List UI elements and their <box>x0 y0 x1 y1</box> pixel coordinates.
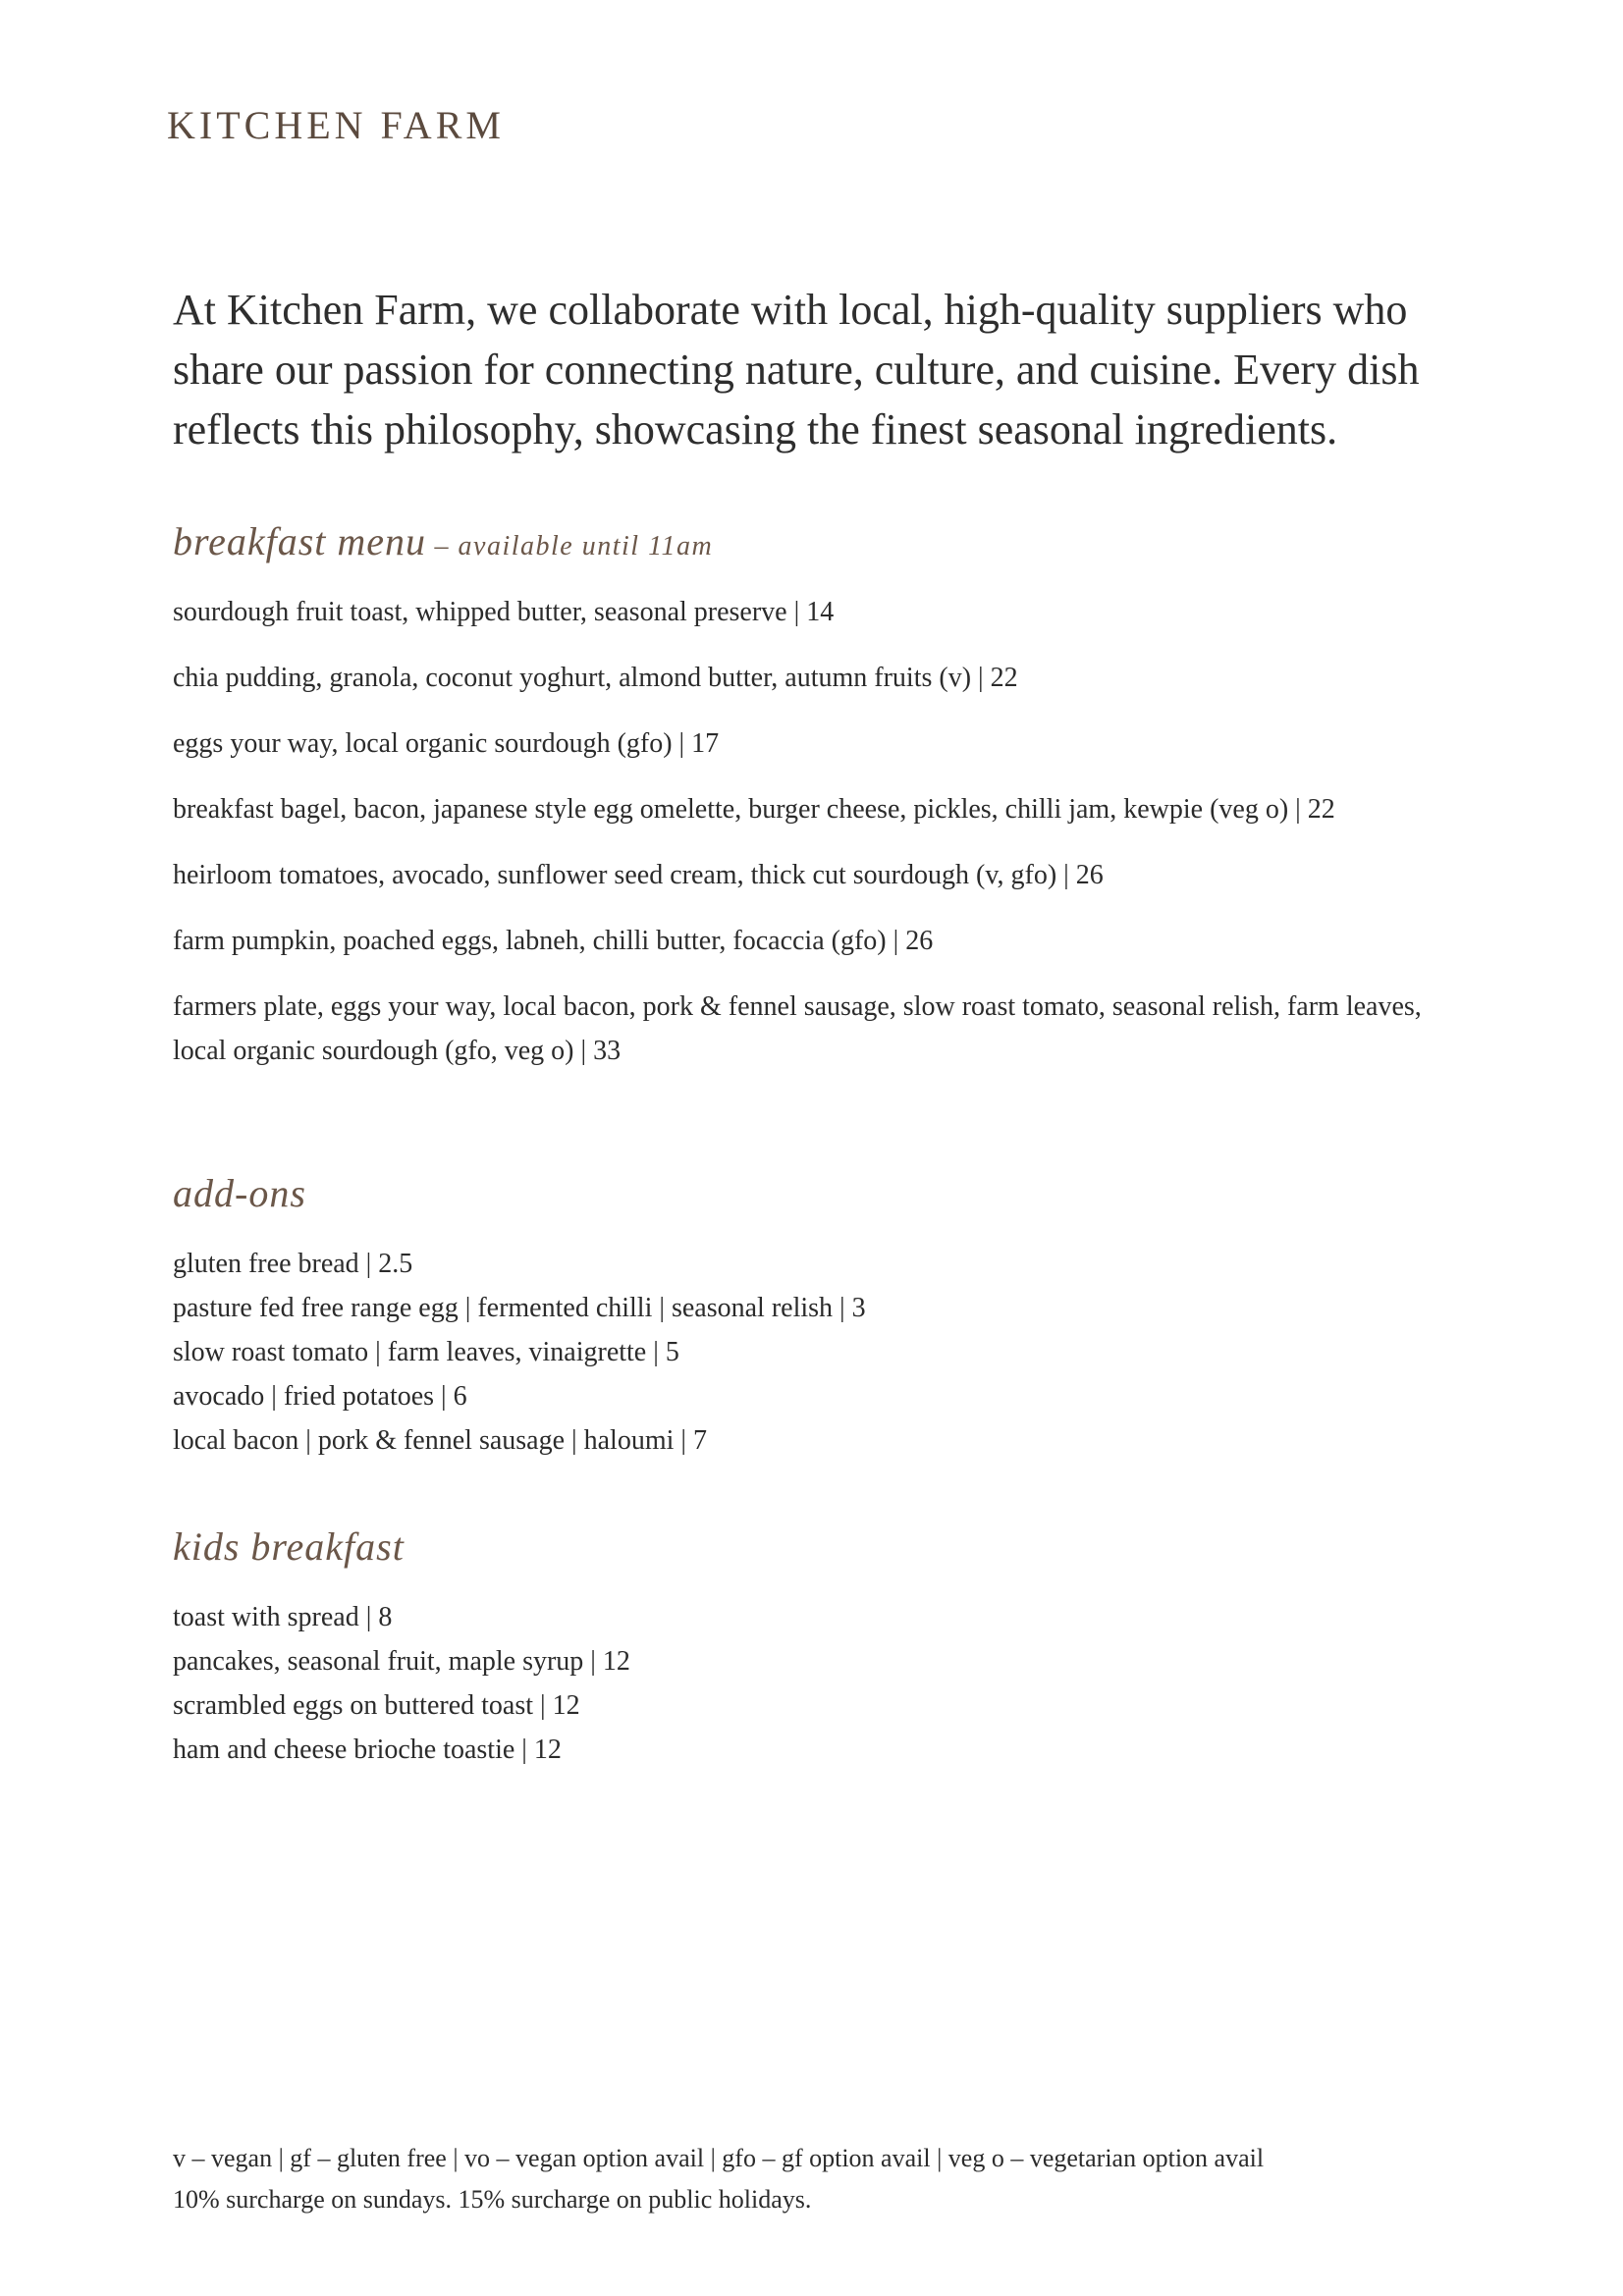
kids-title: kids breakfast <box>173 1524 405 1569</box>
breakfast-title: breakfast menu <box>173 519 427 563</box>
addons-title: add-ons <box>173 1171 306 1215</box>
list-item: scrambled eggs on buttered toast | 12 <box>173 1690 580 1721</box>
breakfast-list <box>173 590 1469 1073</box>
menu-item: eggs your way, local organic sourdough (gfo) | 17 <box>173 728 720 759</box>
breakfast-section <box>173 518 1469 1095</box>
menu-item: breakfast bagel, bacon, japanese style egg omelette, burger cheese, pickles, chilli jam, kewpie (veg o) | 22 <box>173 794 1335 825</box>
list-item: slow roast tomato | farm leaves, vinaigrette | 5 <box>173 1337 679 1367</box>
footer <box>173 2138 1508 2220</box>
breakfast-availability-note: – available until 11am <box>426 531 714 561</box>
intro-paragraph: At Kitchen Farm, we collaborate with local, high-quality suppliers who share our passion for connecting nature, culture, and cuisine. Every dish reflects this philosophy, showcasing the finest seasonal ingredients. <box>173 286 1420 454</box>
kids-section <box>173 1523 1469 1772</box>
menu-item: sourdough fruit toast, whipped butter, seasonal preserve | 14 <box>173 597 835 627</box>
list-item: toast with spread | 8 <box>173 1602 393 1632</box>
list-item: gluten free bread | 2.5 <box>173 1249 413 1279</box>
brand-title: KITCHEN FARM <box>167 103 505 147</box>
addons-section <box>173 1170 1469 1463</box>
menu-item: heirloom tomatoes, avocado, sunflower seed cream, thick cut sourdough (v, gfo) | 26 <box>173 860 1104 890</box>
list-item: local bacon | pork & fennel sausage | haloumi | 7 <box>173 1425 707 1456</box>
list-item: pasture fed free range egg | fermented chilli | seasonal relish | 3 <box>173 1293 866 1323</box>
list-item: pancakes, seasonal fruit, maple syrup | 12 <box>173 1646 630 1677</box>
surcharge-note: 10% surcharge on sundays. 15% surcharge on public holidays. <box>173 2185 812 2214</box>
list-item: avocado | fried potatoes | 6 <box>173 1381 467 1412</box>
menu-item: farm pumpkin, poached eggs, labneh, chilli butter, focaccia (gfo) | 26 <box>173 926 934 956</box>
dietary-legend: v – vegan | gf – gluten free | vo – vegan option avail | gfo – gf option avail | veg o – vegetarian option avail <box>173 2144 1265 2172</box>
kids-list <box>173 1595 1469 1772</box>
menu-item: farmers plate, eggs your way, local bacon, pork & fennel sausage, slow roast tomato, seasonal relish, farm leaves, local organic sourdough (gfo, veg o) | 33 <box>173 991 1422 1066</box>
menu-item: chia pudding, granola, coconut yoghurt, almond butter, autumn fruits (v) | 22 <box>173 663 1018 693</box>
list-item: ham and cheese brioche toastie | 12 <box>173 1735 562 1765</box>
breakfast-heading <box>173 518 1469 564</box>
addons-list <box>173 1242 1469 1463</box>
